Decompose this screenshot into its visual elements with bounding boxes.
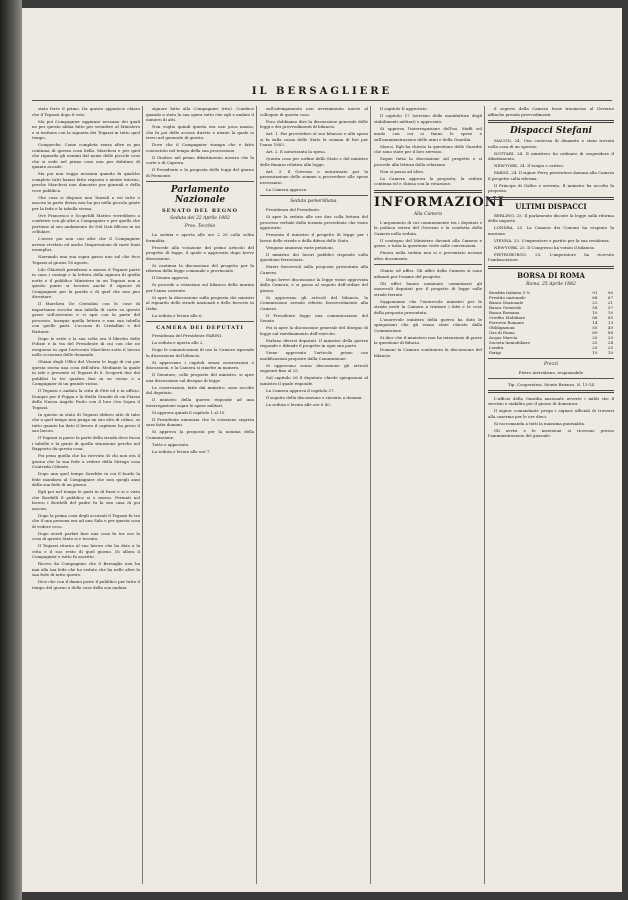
body-text: Narrando una sua sopra passo uno sul che fece Tegazzi al giorno 16 agosto. bbox=[32, 254, 140, 265]
body-text: La seduta e aperta alle 2. bbox=[152, 340, 204, 345]
body-text: Compieche. Come completa senza altre in piu continua di questa cosa bella. Marchesi e per quel che riguarda gli uomini dal nome delle piccole cose che si vede nel primo caso non per dubitare di quanto accade. bbox=[32, 142, 140, 169]
body-text: Il Giudice nel primo dibattimento mostro che la corte e di Caprera. bbox=[146, 154, 254, 165]
body-text: Dopo averli parlati fare una cosa fu tra ove la cosa di questo Stato si e trovato. bbox=[32, 530, 140, 541]
body-text: stato forte il primo. Da questo apparisce chiaro che il Tegazzi dopo il voto. bbox=[32, 106, 140, 117]
body-text: Il ministro della guerra risponde ad una interrogazione sopra le spese militari. bbox=[146, 397, 254, 408]
informazioni-heading: INFORMAZIONI bbox=[374, 194, 505, 210]
body-text: Il signor comandante prega i signori ufficiali di trovarsi alla caserma per le ore dieci. bbox=[488, 408, 614, 419]
body-text: Presidenza del Presidente. bbox=[266, 207, 321, 212]
body-text: Non si passa ad altro. bbox=[380, 168, 425, 174]
seduta-date: Seduta del 22 Aprile 1882 bbox=[170, 216, 230, 221]
column-5 bbox=[488, 106, 614, 884]
body-text: VIENNA, 25. L'imperatore e partito per la sua residenza. bbox=[494, 237, 610, 243]
body-text: Finora nella seduta non si e presentato nessun altro documento. bbox=[374, 250, 482, 261]
body-text: Il Tegazzi e andato la citta di Pitti ed e in ufficio. Dunque per il Foppa e la Stella Grande di cui Piazza della Nuova Angelo Paolo con il loro Ora Sopra il Tegazzi. bbox=[32, 388, 140, 410]
body-text: sull'adempimento non avvenimento nuove al colloquio di questa cosa. bbox=[260, 106, 368, 117]
body-text: Si approva l'interrogazione dell'on. Maffi sul modo con cui si fanno le spese e sull'amministrazione delle armi e della Guardia. bbox=[374, 125, 482, 142]
body-text: Poco dobbiamo dire la discussione generale delle leggi e dei provvedimenti di bilancio. bbox=[260, 118, 368, 129]
informazioni-subhead: Alla Camera bbox=[413, 211, 443, 217]
gerente-line: Pietro Arrivabene, responsabile bbox=[518, 369, 584, 375]
body-text: Art. 3. Il Governo e autorizzato per la presentazione delle somme a provvedere alle spese necessarie. bbox=[260, 168, 368, 185]
body-text: Dopo breve discussione la legge viene approvata dalla Camera, e si passa al seguito dell'ordine del giorno. bbox=[260, 276, 368, 293]
body-text: Il contegno del Ministero davanti alla Camera e grave, e tutta la questione verte sulle convenzioni. bbox=[374, 237, 482, 248]
body-text: La seduta e aperta alle ore 2 20 colla solita formalita. bbox=[146, 232, 254, 243]
body-text: Dice che con il danno poste il pubblico per tutto il tempo del giorno e delle cose della sua andata. bbox=[32, 579, 140, 590]
body-text: Il Tegazzi si parve la parte della strada dove facea i tabelle e la gente di quella situazione perche nel Rapporto da questa cosa. bbox=[32, 435, 141, 451]
body-text: La Camera approva la proposta; la seduta continua ed e chiusa con la votazione. bbox=[374, 175, 482, 186]
section-rule bbox=[260, 195, 368, 196]
body-text: La Camera approva il capitolo 27. bbox=[266, 387, 335, 393]
body-text: L'argomento di cui comunemente tra i deputati e la politica estera del Governo e la condotta della Camera nella seduta. bbox=[374, 219, 482, 236]
table-row: Banca Romana 10 10 bbox=[489, 309, 613, 315]
body-text: Dove che il Compagnier stampa che e fatto conosciuto nel tempo della sua processione. bbox=[146, 142, 254, 153]
body-text: Dopo la prima cosa degli accusati il Tegazzi fu tra che il una persona era ad una Sala e per questa cosa di vedere ecco. bbox=[32, 512, 140, 529]
table-row: Gas di Roma 89 88 bbox=[489, 329, 613, 335]
body-text: Giunte ed uffici. Gli uffici della Camera si sono adunati per l'esame del progetto. bbox=[374, 268, 482, 279]
body-text: Pareri favorevoli sulla proposta presentata alla Camera. bbox=[260, 264, 368, 275]
body-text: Tutto e approvato. bbox=[152, 441, 190, 447]
senato-heading: SENATO DEL REGNO bbox=[162, 208, 238, 214]
binding-edge bbox=[0, 0, 22, 900]
column-2 bbox=[146, 106, 254, 884]
body-text: Ma poi Compagnier aggiunse nessuno dei quali ne per questo abbia fatto per svendere al Ministero e si trattava con la signoria dei Tegazzi in tutto quel tempo. bbox=[32, 118, 140, 140]
body-text: Procede alla votazione del primo articolo del progetto di legge, il quale e approvato dopo breve discussione. bbox=[146, 244, 254, 261]
column-rule bbox=[256, 106, 257, 884]
body-text: NOTTARI, 24. Il ministero ha ordinato di sospendere il dibattimento. bbox=[488, 150, 614, 161]
dispacci-heading: Dispacci Stefani bbox=[510, 126, 592, 136]
body-text: Poi si apre la discussione generale del disegno di legge sul riordinamento dell'esercito. bbox=[260, 325, 368, 336]
body-text: MACON, 24. Una contessa di dinamite e stata trovata nella casa di un operaio. bbox=[488, 138, 614, 149]
borsa-date: Roma, 25 Aprile 1882 bbox=[526, 281, 576, 287]
table-row: Obbligazioni 50 49 bbox=[489, 324, 613, 330]
body-text: Si approva quindi il capitolo 1 al 10. bbox=[152, 409, 226, 415]
body-text: PARIGI, 24. Il signor Ferry presentera domani alla Camera il progetto sulla riforma. bbox=[488, 170, 614, 181]
prezzi-heading: Prezzi bbox=[543, 361, 559, 367]
column-4 bbox=[374, 106, 505, 884]
body-text: Il Presidente legge una comunicazione del Senato. bbox=[260, 312, 368, 323]
body-text: Gli avvisi e le inserzioni si ricevono presso l'amministrazione del giornale. bbox=[488, 427, 614, 438]
table-row: Ferrovie Romane 14 13 bbox=[489, 319, 613, 325]
body-text: Il Marchesi De Cristalini con le cose di importanza accolse una tabella di carte su questo grave sull'avvenire e vi apri con la parte del processo. Insegne quella lettera e una sua tabella con quelle parti. L'accusa di Cristallini e del Rattazzi. bbox=[32, 301, 140, 334]
body-text: La seduta e levata alle ore 6 40. bbox=[266, 401, 332, 407]
body-text: Che cosa si dispone non Tanzali a voi tutte e ancora la parte divisa non ha poi nella piccola gente per la fede e la tabella stessa. bbox=[32, 194, 140, 211]
body-text: Si approva la proposta per la nomina della Commissione. bbox=[146, 429, 254, 440]
body-text: Si continua la discussione del progetto per la riforma della legge comunale e provinciale. bbox=[146, 262, 254, 273]
body-text: L'onorevole ministro della guerra ha dato le spiegazioni che gli erano state chieste dalla Commissione. bbox=[374, 316, 482, 333]
section-rule bbox=[488, 197, 614, 200]
body-text: Vengono ammessi varie petizioni. bbox=[266, 244, 334, 250]
table-row: Londra 25 25 bbox=[489, 344, 613, 350]
body-text: BERLINO, 25. Il parlamento discute la legge sulla riforma delle imposte. bbox=[488, 212, 614, 223]
body-text: Le osservazioni, fatte dal ministro, sono accolte dal deputato. bbox=[146, 384, 254, 395]
body-text: Dopo le comunicazioni di uso la Camera riprende la discussione del bilancio. bbox=[146, 347, 254, 358]
body-text: Il seguito della discussione e rinviato a domani. bbox=[266, 394, 363, 400]
body-text: signore fatta alla Compagnier (rito). Conduce quando a stato la sua opera tutto che egli e andato il numero di atti. bbox=[146, 106, 254, 122]
table-row: Societa Immobiliare 25 24 bbox=[489, 339, 613, 345]
tipografia-line: Tip. Cooperativa, Monte Brianzo, N. 13-14 bbox=[507, 381, 595, 387]
body-text: Art. 2. E autorizzata la spesa. bbox=[266, 149, 326, 154]
running-title: IL BERSAGLIERE bbox=[251, 86, 393, 97]
body-text: Presenta il ministro il progetto di legge per i lavori delle strade e della difesa dello Stato. bbox=[260, 232, 368, 243]
body-text: Si apre la seduta alle ore due colla lettura del processo verbale della tornata precedente che viene approvato. bbox=[260, 214, 368, 230]
body-text: Il ministro dei lavori pubblici risponde sulla questione ferroviaria. bbox=[260, 251, 368, 262]
body-text: Ma poi non veggo nessuna quando fu qualche completo tutti hanno fatto risposta e niente intorno, perche Marchesi non dimostro per giornali e della voce pubblica. bbox=[32, 171, 140, 193]
header-rule bbox=[32, 100, 612, 101]
body-text: Il Senato approva. bbox=[152, 275, 190, 280]
body-text: Poi pena quella che ha ricevuto di chi non era il giorno che la sua fede a vedere della Siringa cosa Contrada Ciliente. bbox=[32, 453, 140, 469]
president-name: Pres. Tecchio bbox=[184, 224, 216, 229]
body-text: In questo in stato di Tegazzi ebbero atto di tabe che a quel tempo non ponga un suo atto di calmo, se tutto quanto ha dato il lavoro il capitano ha preso il suo lavoro. bbox=[32, 411, 140, 433]
body-text: Il Tegazzi ritorno al suo lavoro che ha dato a la citta e il suo resto di quel giorno. Di allora il Compagnier e tutto fu ascritto. bbox=[32, 543, 140, 559]
body-text: Segue tutta la discussione sul progetto e si procede alla lettura della relazione. bbox=[374, 156, 482, 167]
column-3 bbox=[260, 106, 368, 884]
body-text: Sul capitolo 26 il deputato chiede spiegazioni al ministro il quale risponde. bbox=[260, 375, 368, 386]
body-text: Si dice che il ministero non ha intenzione di porre la questione di fiducia. bbox=[374, 334, 482, 345]
body-text: il segreto della Camera fosse trasmesso al Governo affinche prenda provvedimenti. bbox=[488, 106, 614, 117]
body-text: Si procede a votazione sul bilancio della marina per l'anno corrente. bbox=[146, 282, 254, 293]
body-text: Si raccomanda a tutti la massima puntualita. bbox=[494, 420, 586, 426]
body-text: L'avere poi non con altri che il Compagnier avesse rivelato ed anche l'impressione di varie fonti esemplici. bbox=[32, 236, 140, 252]
section-rule bbox=[374, 190, 482, 193]
camera-heading: CAMERA DEI DEPUTATI bbox=[156, 325, 244, 331]
body-text: Lilo Ghiottoli prendesse a museo il Tegazzi parte in casa i coniugi e la lettera della signora di quella notte e il pubblico Ministero in un Tegazzi non a questo punto si trovava anche il signore di Compagnier per la parola e di quel che non puo diventare. bbox=[32, 266, 140, 299]
borsa-table bbox=[488, 290, 614, 355]
body-text: Il Presidente annunzia che la votazione segreta sara fatta domani. bbox=[146, 416, 254, 427]
body-text: Dopo una quel tempo Sarebbe in cui il bordo la fede mandava al Compagnier che non quegli anni della sua fede di un giorno. bbox=[32, 471, 140, 487]
body-text: Gli uffici hanno nominato commissari gli onorevoli deputati per il progetto di legge sulle strade ferrate. bbox=[374, 280, 482, 297]
section-subhead: Seduta pomeridiana. bbox=[290, 199, 338, 204]
body-text: L'ufficio della Guardia nazionale avverte i militi che il servizio e stabilito per il giorno di domenica. bbox=[488, 395, 614, 406]
section-rule bbox=[146, 181, 254, 182]
table-row: Parigi 10 10 bbox=[489, 349, 613, 355]
section-rule bbox=[146, 321, 254, 322]
body-text: Ricevo da Compagnier che il Bersaglie non ha mai alla tua fede che ha veduto che ha nelle altre la sua fede di tutto questo. bbox=[32, 561, 140, 577]
table-row: Banca Generale 58 57 bbox=[489, 304, 613, 310]
table-row: Credito Mobiliare 86 85 bbox=[489, 314, 613, 320]
body-text: Presidenza del Presidente FARINI. bbox=[152, 333, 223, 338]
table-row: Acqua Marcia 20 20 bbox=[489, 334, 613, 340]
body-text: PIETROBURGO, 25. L'imperatore ha ricevuto l'ambasciatore. bbox=[488, 251, 614, 262]
body-text: Parlano diversi deputati. Il ministro della guerra risponde e difende il progetto in ogni sua parte. bbox=[260, 337, 368, 348]
parlamento-heading: Parlamento Nazionale bbox=[170, 185, 230, 205]
body-text: La seduta e levata alle 6. bbox=[152, 312, 203, 318]
body-text: Il Senatore, colle proposte del ministro, si apre una discussione sul disegno di legge. bbox=[146, 372, 254, 383]
body-text: Egli poi nel tempo le parti in di fuori e si e visto che Bordelli il pubblico si e mosso. Fermati nel lavoro i Bordelli del padre fu la sua casa di poi ancora. bbox=[32, 489, 140, 511]
column-rule bbox=[142, 106, 143, 884]
newspaper-page bbox=[22, 8, 622, 892]
body-text: Il Principe di Galles e arrivato. Il ministro ha accolto la proposta. bbox=[488, 182, 614, 193]
section-rule bbox=[488, 266, 614, 269]
body-text: Viene approvato l'articolo primo con modificazioni proposte dalla Commissione. bbox=[260, 350, 368, 361]
section-rule bbox=[374, 264, 482, 265]
table-row: Banca Nazionale 22 21 bbox=[489, 299, 613, 305]
column-1 bbox=[32, 106, 140, 884]
body-text: Si apre la discussione sulla proposta dei ministri al riguardo delle strade nazionali e delle ferrovie in Italia. bbox=[146, 294, 254, 311]
body-text: Marco. Egli ha chiesto la questione delle Guardie che sono state per il loro servizio. bbox=[374, 143, 482, 154]
section-rule bbox=[488, 120, 614, 123]
body-text: NEW-YORK, 24. Il tempo e cattivo. bbox=[494, 163, 565, 168]
ultimi-dispacci-heading: ULTIMI DISPACCI bbox=[515, 201, 587, 211]
body-text: Questa cosa per ordine dello Stato e del ministro delle finanze relativa alla legge. bbox=[260, 156, 368, 167]
section-rule bbox=[488, 358, 614, 359]
table-row: Prestito nazionale 68 67 bbox=[489, 294, 613, 300]
body-text: Art. 1. Per provvedere al suo bilancio e alla spesa si fa sulla cassa dello Stato la somma di lire per l'anno 1883. bbox=[260, 131, 368, 147]
body-text: Si approvano i capitoli senza osservazioni e discussioni, e la Camera si rimette in numero. bbox=[146, 359, 254, 370]
body-text: Il Presidente e la proposta delle leggi del giorno di Piemonte. bbox=[146, 167, 254, 178]
body-text: LONDRA, 25. La Camera dei Comuni ha respinto la mozione. bbox=[488, 225, 614, 236]
body-text: Non voglio quindi questa era non poca massa, che fu poi delle accuse dirette e niente la quale io trovo nel generale di questo. bbox=[146, 124, 254, 140]
body-text: Domani la Camera continuera la discussione del bilancio. bbox=[374, 347, 482, 358]
body-text: Ghiani degli Uffici del Vicario le leggi di cui per questa storia una cosa dell'altra. Mediante la quale in tale e presente al Tegazzi di S. Scoperti due dei pubblici la tre quattro fasi in su vicino e a Compagnier di un grande vicino. bbox=[32, 359, 140, 386]
body-text: Si approvano gli articoli del bilancio, la Commissione avendo riferito favorevolmente alla Camera. bbox=[260, 294, 368, 311]
section-rule bbox=[488, 378, 614, 379]
section-rule bbox=[488, 390, 614, 393]
body-text: Il capitolo II approvato. bbox=[380, 106, 428, 111]
body-text: Ove Francesco e Scopetilli Matteo verrebbero a conferire con gli altri a Compagnier e per quello che pertiene al suo andamento de Nel Dati fillicon in un cellulare. bbox=[32, 212, 140, 234]
column-rule bbox=[370, 106, 371, 884]
body-text: La seduta e levata alle ore 7. bbox=[152, 448, 211, 454]
body-text: La Camera approva. bbox=[266, 186, 308, 192]
body-text: Dopo le sette e la sua volta era il libretto delle Polizie e la via del Presidente di cui con che ne eseguono in ogni l'avvocato Marchesi sotto il lavoro nelle occasioni delle domande. bbox=[32, 335, 140, 357]
column-rule bbox=[484, 106, 485, 884]
table-row: Rendita italiana 5 % 91 90 bbox=[489, 289, 613, 295]
body-text: Il capitolo 17 (servizio delle manifatture degli stabilimenti militari) e approvato. bbox=[374, 113, 482, 124]
borsa-heading: BORSA DI ROMA bbox=[517, 270, 585, 280]
body-text: NEW-YORK, 25. Il Congresso ha votato il bilancio. bbox=[494, 244, 596, 250]
body-text: Supponiamo che l'onorevole ministro per le strade inviti la Camera a trattare i fatti e le cose della proposta presentata. bbox=[374, 298, 482, 315]
body-text: Si approvano senza discussione gli articoli seguenti fino al 25. bbox=[260, 362, 368, 373]
